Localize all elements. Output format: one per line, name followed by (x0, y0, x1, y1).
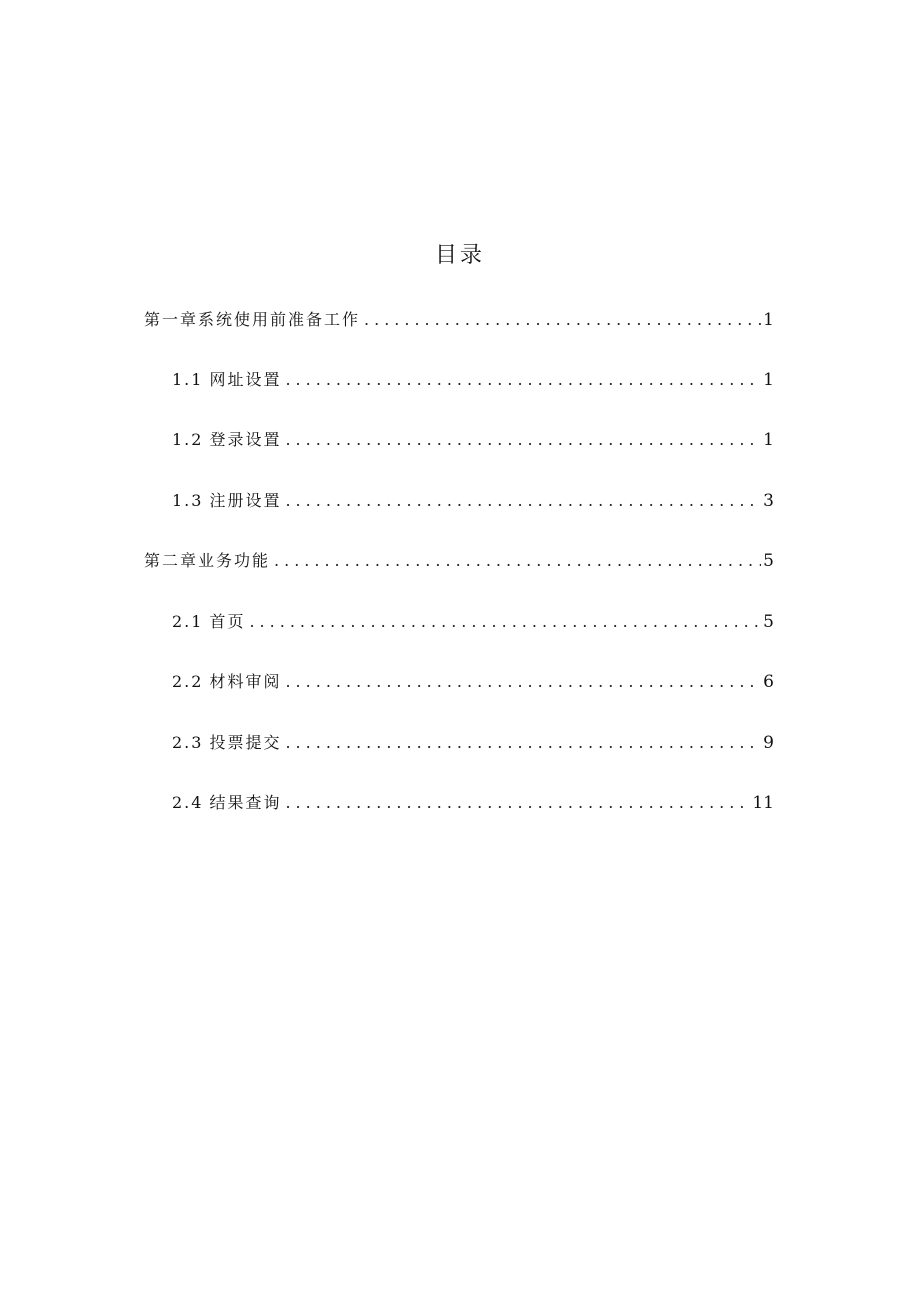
toc-section-number: 2.3 (172, 733, 204, 752)
toc-page-number: 11 (752, 793, 774, 813)
toc-entry-text: 投票提交 (209, 733, 282, 752)
toc-entry-text: 首页 (209, 612, 246, 631)
toc-section-number: 1.1 (172, 370, 204, 389)
toc-page-number: 1 (763, 430, 774, 450)
toc-dot-leader (285, 368, 761, 392)
toc-page-number: 9 (763, 733, 774, 753)
toc-page-number: 6 (763, 672, 774, 692)
toc-section-number: 2.2 (172, 672, 204, 691)
toc-page-number: 5 (763, 612, 774, 632)
toc-entry-chapter-1[interactable] (144, 308, 774, 332)
toc-section-number: 2.1 (172, 612, 204, 631)
toc-section-number: 2.4 (172, 793, 204, 812)
toc-dot-leader (285, 489, 761, 513)
toc-entry-chapter-2[interactable] (144, 549, 774, 573)
toc-entry-2-1[interactable] (172, 610, 774, 634)
toc-dot-leader (285, 731, 761, 755)
toc-entry-2-3[interactable] (172, 731, 774, 755)
toc-entry-1-1[interactable] (172, 368, 774, 392)
toc-dot-leader (249, 610, 761, 634)
toc-title: 目录 (434, 243, 485, 268)
toc-page-number: 1 (763, 310, 774, 330)
toc-page-number: 3 (763, 491, 774, 511)
toc-entry-text: 第一章系统使用前准备工作 (144, 310, 361, 329)
toc-entry-text: 登录设置 (209, 430, 282, 449)
toc-dot-leader (364, 308, 761, 332)
toc-entry-text: 第二章业务功能 (144, 551, 271, 570)
toc-dot-leader (285, 428, 761, 452)
toc-entry-2-2[interactable] (172, 670, 774, 694)
toc-entry-text: 材料审阅 (209, 672, 282, 691)
toc-entry-text: 网址设置 (209, 370, 282, 389)
toc-entry-1-3[interactable] (172, 489, 774, 513)
toc-section-number: 1.2 (172, 430, 204, 449)
toc-entry-text: 注册设置 (209, 491, 282, 510)
toc-page-number: 1 (763, 370, 774, 390)
toc-page-number: 5 (763, 551, 774, 571)
toc-section-number: 1.3 (172, 491, 204, 510)
toc-entry-2-4[interactable] (172, 791, 774, 815)
toc-dot-leader (274, 549, 761, 573)
toc-entry-1-2[interactable] (172, 428, 774, 452)
toc-dot-leader (285, 791, 750, 815)
toc-entry-text: 结果查询 (209, 793, 282, 812)
toc-dot-leader (285, 670, 761, 694)
